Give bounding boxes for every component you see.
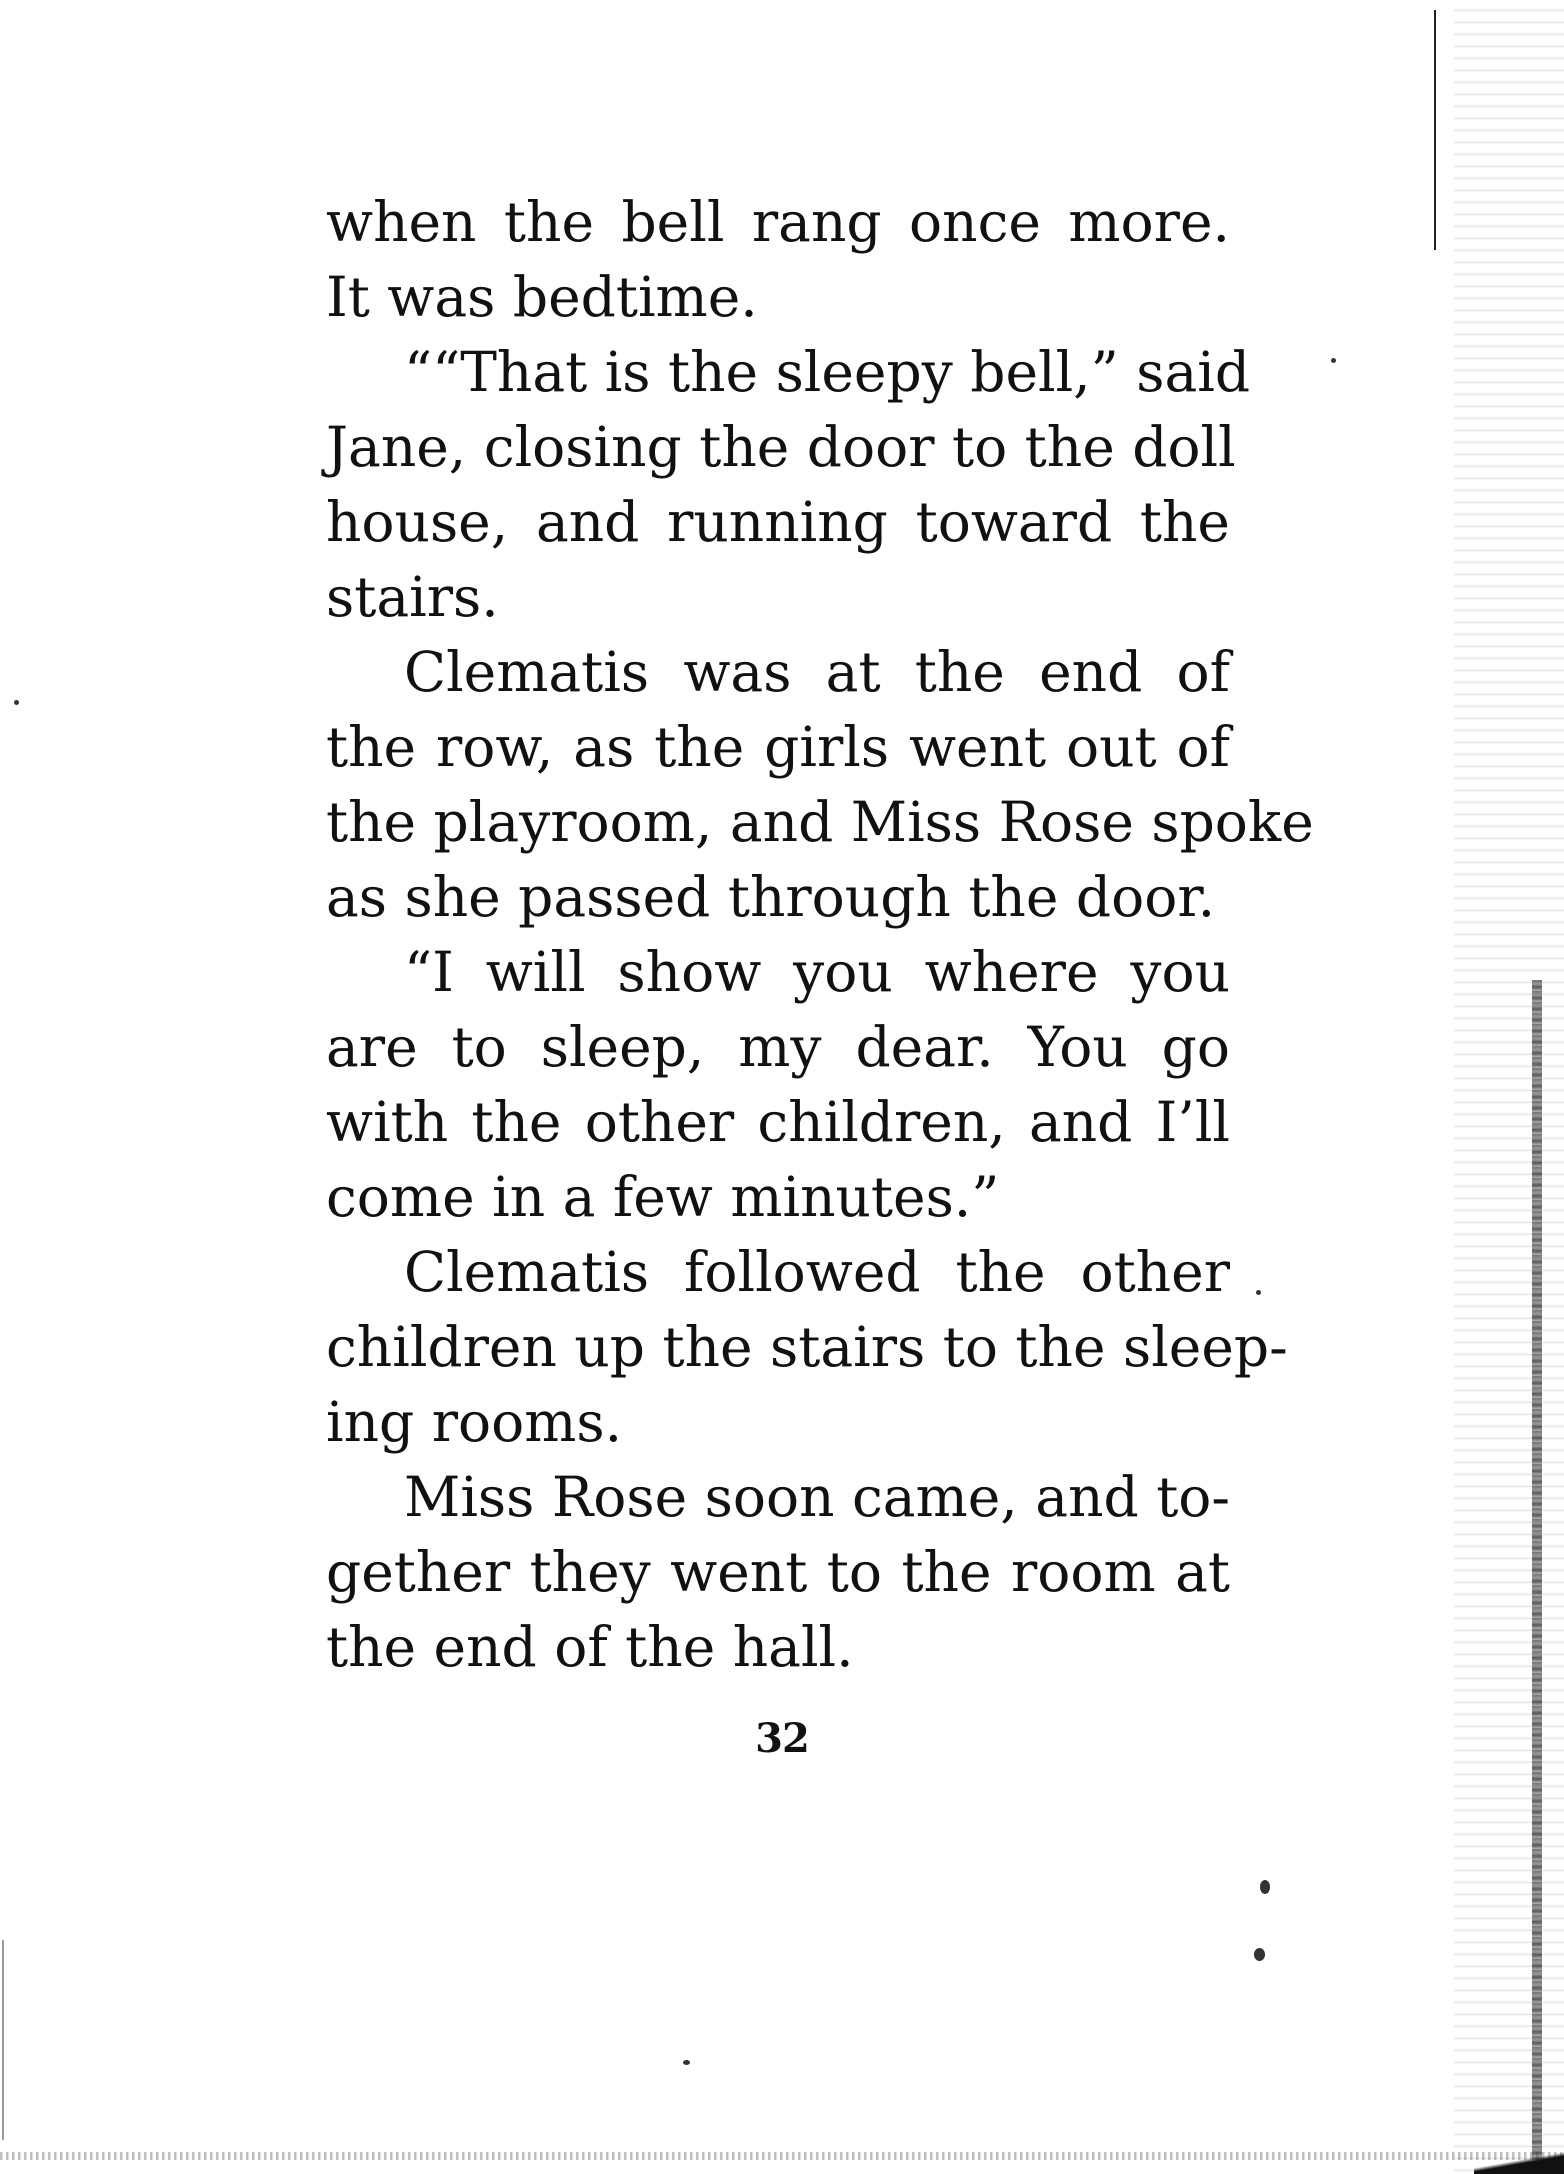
text-line: the row, as the girls went out of	[326, 715, 1230, 779]
scan-left-edge	[2, 1940, 4, 2140]
binding-edge	[1532, 980, 1542, 2160]
text-line: gether they went to the room at	[326, 1540, 1230, 1604]
text-line: house, and running toward the	[326, 490, 1230, 554]
text-line: ““That is the sleepy bell,” said	[404, 340, 1251, 404]
ink-speck	[1331, 358, 1336, 363]
text-line: Clematis followed the other	[404, 1240, 1230, 1304]
text-line: “I will show you where you	[404, 940, 1230, 1004]
ink-speck	[1256, 1290, 1261, 1295]
text-line: Clematis was at the end of	[404, 640, 1230, 704]
text-line: Miss Rose soon came, and to-	[404, 1465, 1230, 1529]
ink-speck	[14, 700, 19, 705]
text-line: stairs.	[326, 565, 499, 629]
page-corner-shadow	[1474, 2150, 1564, 2174]
scan-edge-line	[1434, 10, 1436, 250]
text-line: come in a few minutes.”	[326, 1165, 1000, 1229]
page-number: 32	[755, 1715, 809, 1762]
text-line: as she passed through the door.	[326, 865, 1216, 929]
text-line: with the other children, and I’ll	[326, 1090, 1230, 1154]
ink-speck	[1254, 1948, 1265, 1961]
scan-bottom-edge	[0, 2152, 1564, 2160]
text-line: Jane, closing the door to the doll	[326, 415, 1236, 479]
binding-gutter-shadow	[1454, 0, 1564, 2174]
text-line: It was bedtime.	[326, 265, 758, 329]
text-line: when the bell rang once more.	[326, 190, 1230, 254]
ink-speck	[683, 2060, 690, 2065]
text-line: children up the stairs to the sleep-	[326, 1315, 1288, 1379]
ink-speck	[1260, 1880, 1270, 1894]
body-text	[326, 185, 1314, 1685]
text-line: the end of the hall.	[326, 1615, 854, 1679]
text-line: are to sleep, my dear. You go	[326, 1015, 1230, 1079]
text-line: the playroom, and Miss Rose spoke	[326, 790, 1314, 854]
text-line: ing rooms.	[326, 1390, 623, 1454]
